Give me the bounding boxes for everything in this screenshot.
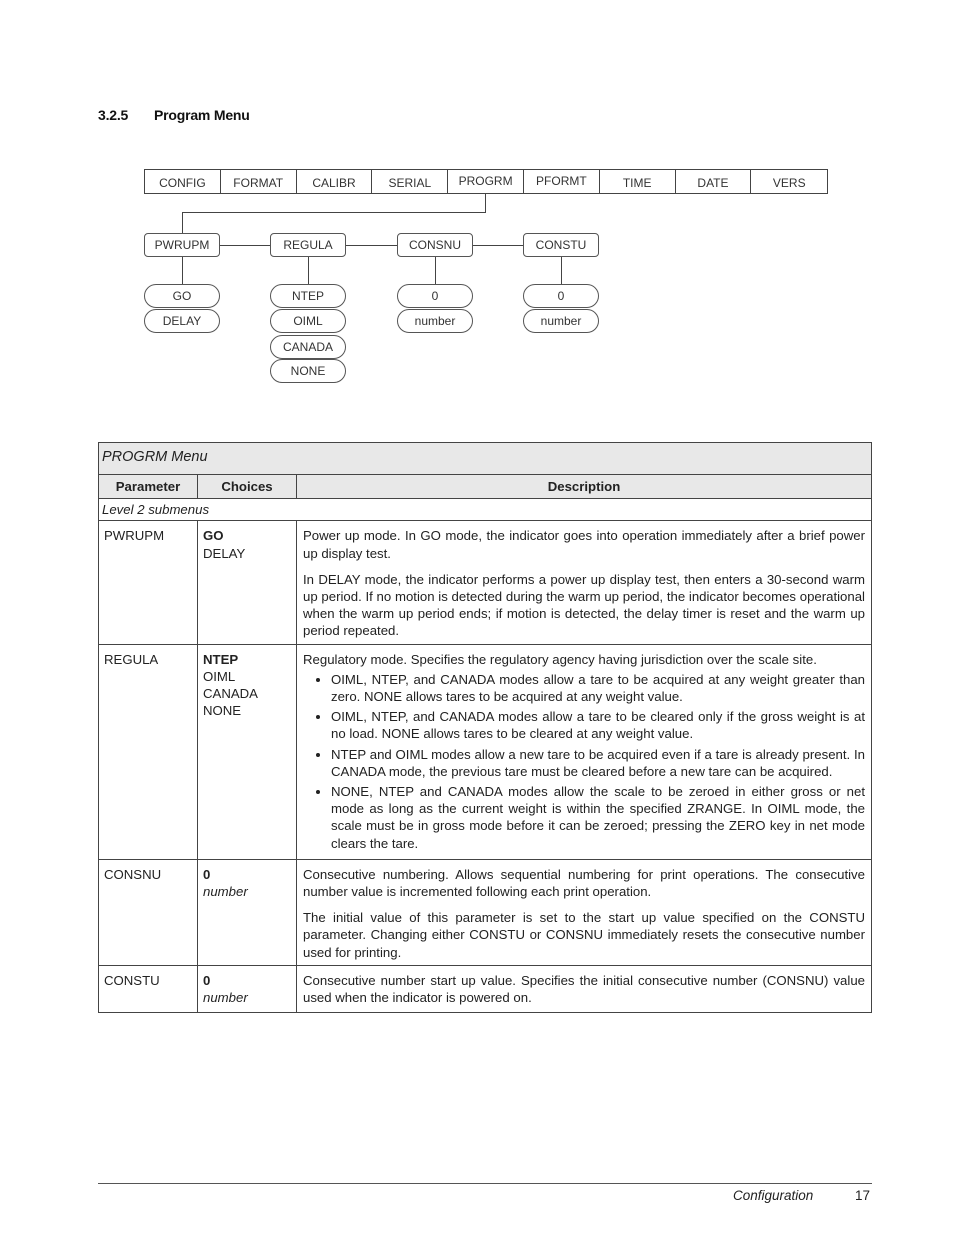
menu-tab-calibr: CALIBR xyxy=(297,170,373,193)
choice-constu-number: number xyxy=(523,309,599,333)
connector-pwrupm-choices xyxy=(182,257,183,284)
menu-bar xyxy=(144,169,828,194)
row-parameter: REGULA xyxy=(99,644,198,859)
progrm-menu-table xyxy=(98,442,872,1013)
menu-tab-format: FORMAT xyxy=(221,170,297,193)
choice-consnu-number: number xyxy=(397,309,473,333)
connector-to-pwrupm xyxy=(182,212,183,233)
description-paragraph: Power up mode. In GO mode, the indicator goes into operation immediately after a brief power up display test. xyxy=(303,528,865,561)
description-bullets xyxy=(303,671,865,852)
menu-tab-serial: SERIAL xyxy=(372,170,448,193)
connector-submenu-row xyxy=(220,245,524,246)
menu-diagram xyxy=(0,0,954,420)
menu-tab-progrm: PROGRM xyxy=(448,170,524,193)
choice-constu-0: 0 xyxy=(523,284,599,308)
submenu-pwrupm: PWRUPM xyxy=(144,233,220,257)
row-parameter: CONSNU xyxy=(99,859,198,965)
bullet-item: • OIML, NTEP, and CANADA modes allow a tare to be cleared only if the gross weight is at no load. NONE allows tares to be cleared at any weight value. xyxy=(331,708,865,742)
choice-ntep: NTEP xyxy=(270,284,346,308)
menu-tab-date: DATE xyxy=(676,170,752,193)
choice-default: GO xyxy=(203,528,224,544)
menu-tab-config: CONFIG xyxy=(145,170,221,193)
choice-option: number xyxy=(203,884,248,900)
table-row-constu xyxy=(99,965,872,1012)
choice-option: NONE xyxy=(203,703,242,719)
row-description xyxy=(297,965,872,1012)
choice-default: NTEP xyxy=(203,651,239,667)
section-title: Program Menu xyxy=(154,107,250,123)
connector-progrm-down xyxy=(485,194,486,213)
header-parameter: Parameter xyxy=(99,475,198,499)
description-paragraph: In DELAY mode, the indicator performs a power up display test, then enters a 30-second warm up period. If no motion is detected during the warm up period, the indicator becomes operational when the warm up period ends; if motion is detected, the delay timer is reset and the warm up period repeated. xyxy=(303,571,865,639)
menu-tab-pformt: PFORMT xyxy=(524,170,600,193)
bullet-item: • NONE, NTEP and CANADA modes allow the scale to be zeroed in either gross or net mode as long as the current weight is within the specified ZRANGE. In OIML mode, the scale must be in gross mode before it can be zeroed; pressing the ZERO key in net mode clears the tare. xyxy=(331,783,865,852)
header-choices: Choices xyxy=(198,475,297,499)
row-parameter: CONSTU xyxy=(99,965,198,1012)
choice-option: CANADA xyxy=(203,686,258,702)
section-number: 3.2.5 xyxy=(98,107,129,123)
connector-regula-choices xyxy=(308,257,309,284)
table-row-consnu xyxy=(99,859,872,965)
choice-consnu-0: 0 xyxy=(397,284,473,308)
choice-default: 0 xyxy=(203,972,211,988)
footer-section-name: Configuration xyxy=(733,1188,814,1203)
choice-go: GO xyxy=(144,284,220,308)
menu-tab-vers: VERS xyxy=(772,176,806,190)
submenu-constu: CONSTU xyxy=(523,233,599,257)
menu-tab-time: TIME xyxy=(600,170,676,193)
description-paragraph: Consecutive numbering. Allows sequential numbering for print operations. The consecutive number value is incremented following each print operation. xyxy=(303,866,865,900)
description-paragraph: Consecutive number start up value. Specifies the initial consecutive number (CONSNU) value used when the indicator is powered on. xyxy=(303,972,865,1006)
header-description: Description xyxy=(297,475,872,499)
table-row-pwrupm xyxy=(99,521,872,644)
connector-consnu-choices xyxy=(435,257,436,284)
submenu-consnu: CONSNU xyxy=(397,233,473,257)
footer-page-number: 17 xyxy=(855,1188,871,1203)
choice-option: DELAY xyxy=(203,545,246,561)
choice-canada: CANADA xyxy=(270,335,346,359)
choice-option: OIML xyxy=(203,668,236,684)
row-choices xyxy=(198,965,297,1012)
row-description xyxy=(297,859,872,965)
footer-divider xyxy=(98,1183,872,1184)
bullet-item: • NTEP and OIML modes allow a new tare to be acquired even if a tare is already present. In CANADA mode, the previous tare must be cleared before a new tare can be acquired. xyxy=(331,746,865,780)
row-description xyxy=(297,521,872,644)
description-paragraph: The initial value of this parameter is set to the start up value specified on the CONSTU parameter. Changing either CONSTU or CONSNU immediately resets the consecutive number used for printing. xyxy=(303,910,865,960)
choice-none: NONE xyxy=(270,359,346,383)
row-choices xyxy=(198,859,297,965)
connector-constu-choices xyxy=(561,257,562,284)
table-title: PROGRM Menu xyxy=(99,443,872,475)
row-description xyxy=(297,644,872,859)
row-parameter: PWRUPM xyxy=(99,521,198,644)
submenu-regula: REGULA xyxy=(270,233,346,257)
choice-option: number xyxy=(203,990,248,1006)
table-subheading: Level 2 submenus xyxy=(99,499,872,521)
row-choices xyxy=(198,521,297,644)
connector-horizontal-top xyxy=(182,212,486,213)
table-row-regula xyxy=(99,644,872,859)
bullet-item: • OIML, NTEP, and CANADA modes allow a tare to be acquired at any weight greater than zero. NONE allows tares to be acquired at any weight value. xyxy=(331,671,865,705)
description-intro: Regulatory mode. Specifies the regulatory agency having jurisdiction over the scale site. xyxy=(303,651,817,667)
row-choices xyxy=(198,644,297,859)
choice-delay: DELAY xyxy=(144,309,220,333)
choice-default: 0 xyxy=(203,866,211,882)
choice-oiml: OIML xyxy=(270,309,346,333)
